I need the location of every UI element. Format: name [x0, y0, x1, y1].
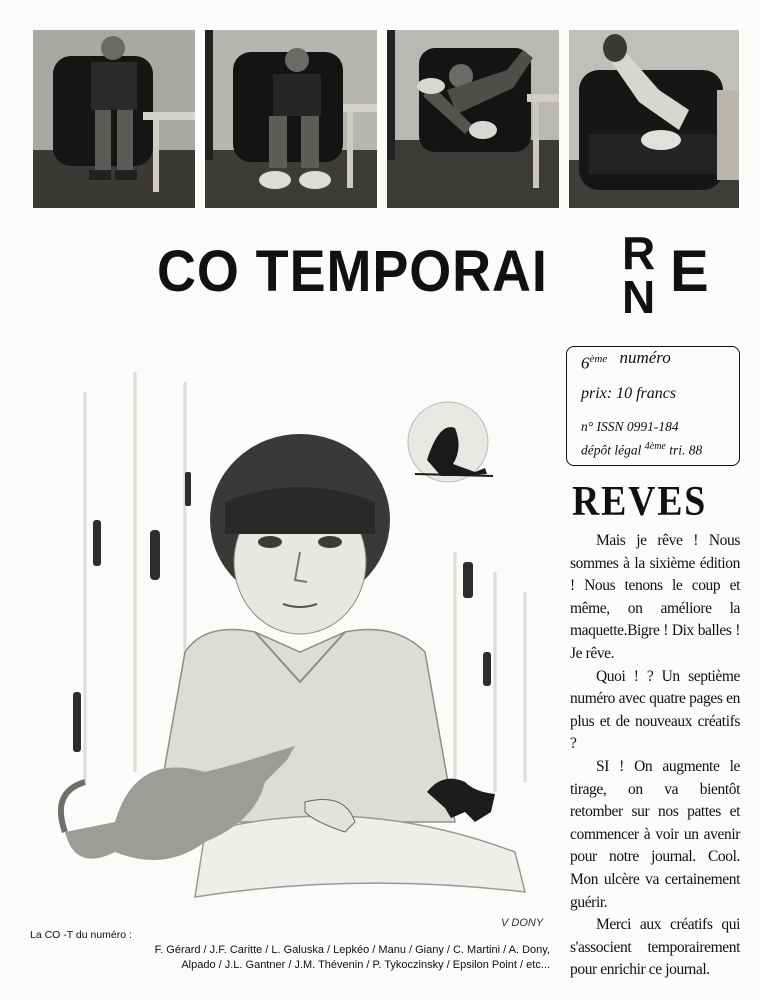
article-paragraph: SI ! On augmente le tirage, on va bientôt retomber sur nos pattes et commencer à voir un avenir pour notre journal. Cool. Mon ulcère va certainement guérir.	[570, 757, 740, 911]
legal-deposit-label: dépôt légal	[581, 442, 642, 458]
masthead-letter-top: R	[622, 227, 656, 279]
illustration-signature: V DONY	[501, 917, 544, 929]
masthead-title	[157, 228, 747, 328]
article-paragraph: Merci aux créatifs qui s'associent temporairement pour enrichir ce journal.	[570, 916, 740, 979]
issue-price: prix: 10 francs	[581, 385, 677, 402]
contributors-credits	[30, 928, 550, 973]
credits-line: Alpado / J.L. Gantner / J.M. Thévenin / P. Tykoczinsky / Epsilon Point / etc...	[181, 959, 550, 971]
masthead-main-text: CO TEMPORAI	[157, 239, 548, 304]
issn-number: n° ISSN 0991-184	[581, 419, 679, 434]
child-pencil-illustration	[55, 352, 560, 930]
article-title: REVES	[572, 479, 708, 525]
masthead-last-letter: E	[670, 239, 709, 304]
legal-deposit-trimester: tri. 88	[669, 442, 703, 458]
article-paragraph: Mais je rêve ! Nous sommes à la sixième édition ! Nous tenons le coup et même, on améliore la maquette.Bigre ! Dix balles ! Je rêve.	[570, 532, 740, 662]
issue-number: 6	[581, 353, 590, 373]
photo-man-flipped-armchair	[569, 30, 739, 208]
photo-man-slouching-armchair	[205, 30, 377, 208]
issue-number-line	[581, 347, 671, 374]
article-paragraph: Quoi ! ? Un septième numéro avec quatre pages en plus et de nouveaux créatifs ?	[570, 667, 740, 753]
photo-man-sitting-armchair	[33, 30, 195, 208]
issue-info-box	[566, 346, 740, 466]
credits-heading: La CO -T du numéro :	[30, 929, 132, 941]
legal-deposit	[581, 441, 702, 459]
article-body	[570, 530, 740, 982]
legal-deposit-ordinal: 4ème	[644, 441, 666, 452]
masthead-letter-bottom: N	[622, 271, 656, 323]
credits-line: F. Gérard / J.F. Caritte / L. Galuska / Lepkéo / Manu / Giany / C. Martini / A. Dony,	[154, 944, 550, 956]
issue-suffix: ème	[589, 353, 608, 365]
issue-label: numéro	[619, 347, 671, 367]
photo-man-legs-up-armchair	[387, 30, 559, 208]
